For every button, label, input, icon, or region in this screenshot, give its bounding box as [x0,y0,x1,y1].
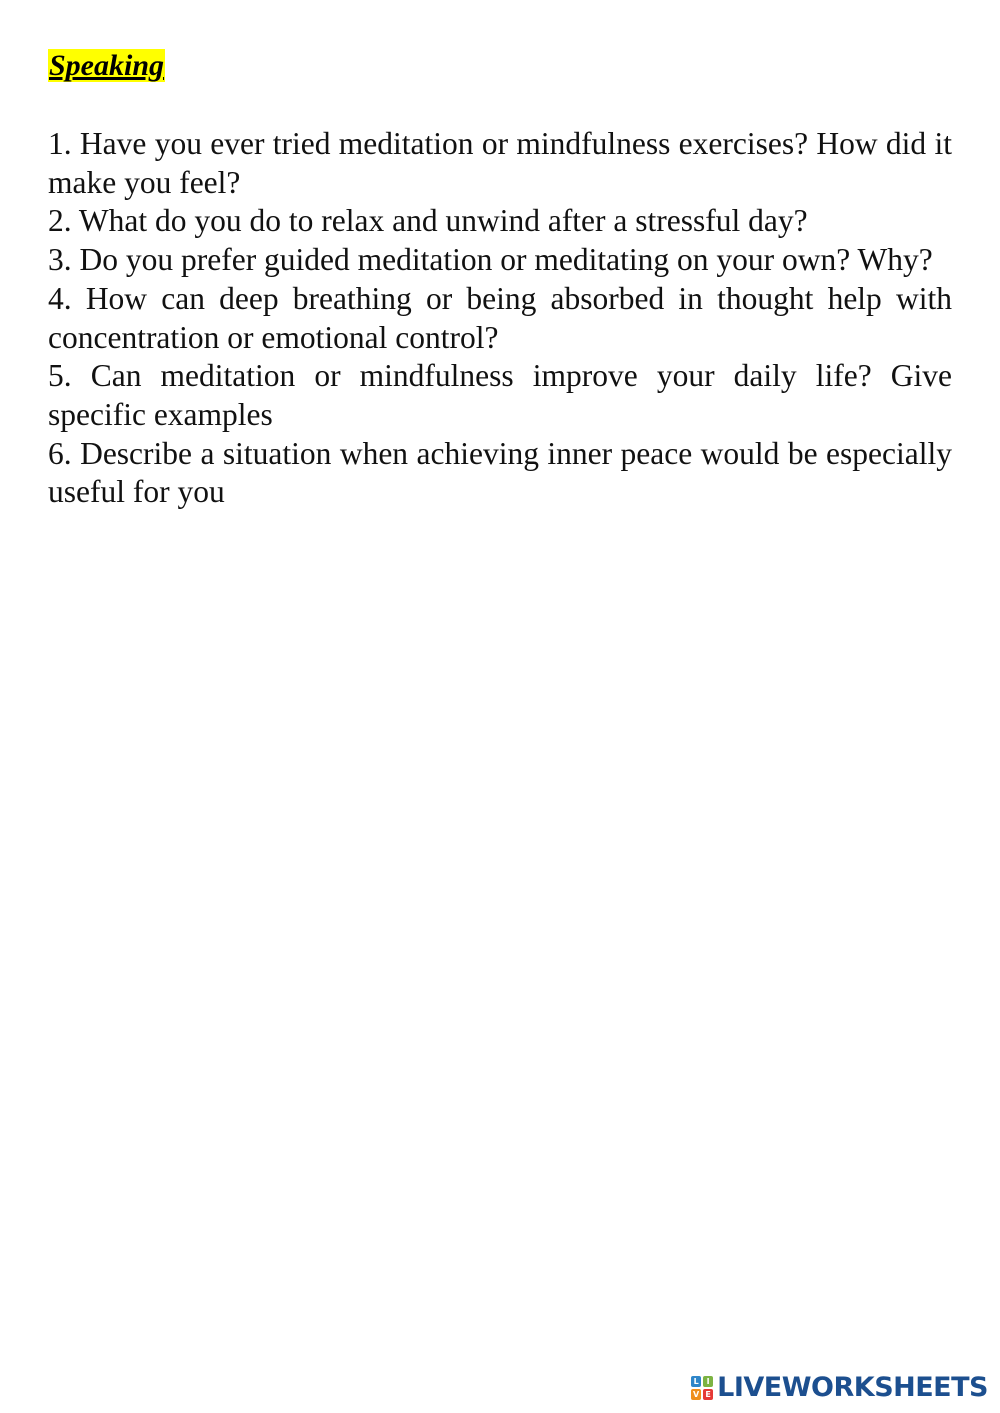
question-item: 1. Have you ever tried meditation or mindfulness exercises? How did it make you feel? [48,126,952,200]
liveworksheets-logo-icon [691,1376,713,1400]
logo-tile-i: I [703,1376,713,1387]
logo-tile-e: E [703,1389,713,1400]
logo-tile-l: L [691,1376,701,1387]
logo-tile-v: V [693,1389,700,1399]
liveworksheets-brand [691,1372,988,1404]
question-item: 6. Describe a situation when achieving inner peace would be especially useful for you [48,435,952,510]
question-item: 4. How can deep breathing or being absorbed in thought help with concentration or emotional control? [48,280,952,355]
question-item: 2. What do you do to relax and unwind after a stressful day? [48,203,808,239]
section-heading [48,47,165,85]
question-item: 3. Do you prefer guided meditation or meditating on your own? Why? [48,242,933,278]
question-list [48,125,952,512]
brand-text: LIVEWORKSHEETS [717,1372,988,1403]
question-item: 5. Can meditation or mindfulness improve your daily life? Give specific examples [48,358,952,432]
heading-text: Speaking [49,49,165,82]
